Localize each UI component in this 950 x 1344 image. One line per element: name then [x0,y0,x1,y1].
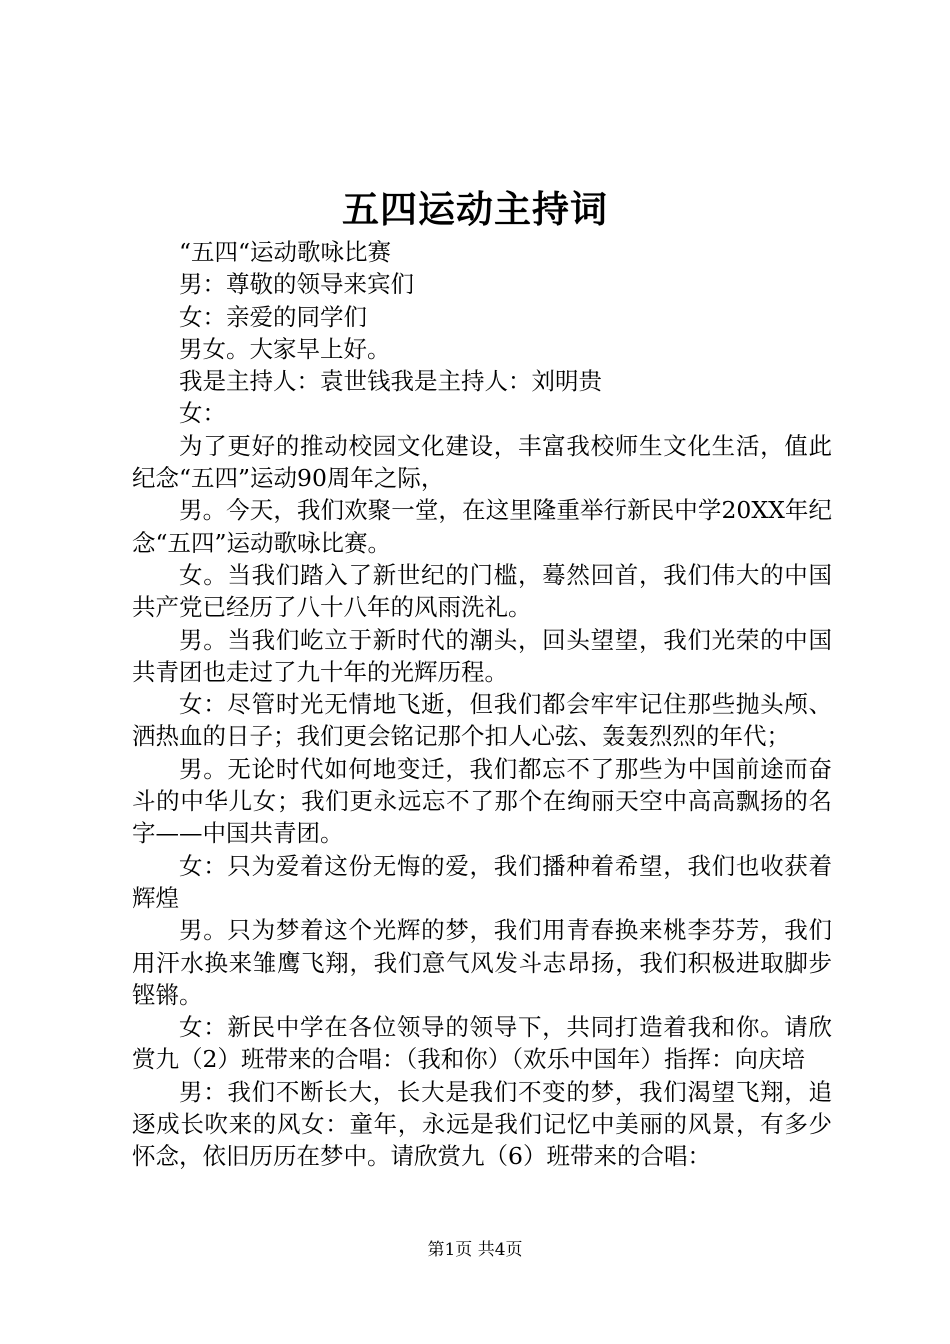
paragraph: 男：尊敬的领导来宾们 [179,270,414,299]
paragraph: 女：新民中学在各位领导的领导下，共同打造着我和你。请欣赏九（2）班带来的合唱：（我和你）（欢乐中国年）指挥：向庆培 [132,1013,832,1074]
paragraph: 男。今天，我们欢聚一堂，在这里隆重举行新民中学20XX年纪念“五四”运动歌咏比赛。 [132,496,832,557]
paragraph: 女：只为爱着这份无悔的爱，我们播种着希望，我们也收获着辉煌 [132,851,832,912]
paragraph: 女：亲爱的同学们 [179,302,367,331]
page-footer: 第1页 共4页 [427,1240,523,1260]
paragraph: 女：尽管时光无情地飞逝，但我们都会牢牢记住那些抛头颅、洒热血的日子；我们更会铭记那个扣人心弦、轰轰烈烈的年代； [132,690,832,751]
document-body [132,236,832,1173]
paragraph: 为了更好的推动校园文化建设，丰富我校师生文化生活，值此纪念“五四”运动90周年之际， [132,431,832,493]
paragraph: 女。当我们踏入了新世纪的门槛，蓦然回首，我们伟大的中国共产党已经历了八十八年的风雨洗礼。 [132,560,832,622]
paragraph: “五四“运动歌咏比赛 [179,238,392,266]
paragraph: 男。只为梦着这个光辉的梦，我们用青春换来桃李芬芳，我们用汗水换来雏鹰飞翔，我们意气风发斗志昂扬，我们积极进取脚步铿锵。 [132,916,832,1009]
paragraph: 男：我们不断长大，长大是我们不变的梦，我们渴望飞翔，追逐成长吹来的风女：童年，永远是我们记忆中美丽的风景，有多少怀念，依旧历历在梦中。请欣赏九（6）班带来的合唱： [132,1077,832,1171]
document-title: 五四运动主持词 [342,187,608,231]
paragraph: 男女。大家早上好。 [179,334,391,363]
paragraph: 女： [179,399,226,428]
paragraph: 我是主持人：袁世钱我是主持人：刘明贵 [179,367,602,396]
paragraph: 男。无论时代如何地变迁，我们都忘不了那些为中国前途而奋斗的中华儿女；我们更永远忘不了那个在绚丽天空中高高飘扬的名字——中国共青团。 [132,754,832,848]
paragraph: 男。当我们屹立于新时代的潮头，回头望望，我们光荣的中国共青团也走过了九十年的光辉历程。 [132,625,832,686]
